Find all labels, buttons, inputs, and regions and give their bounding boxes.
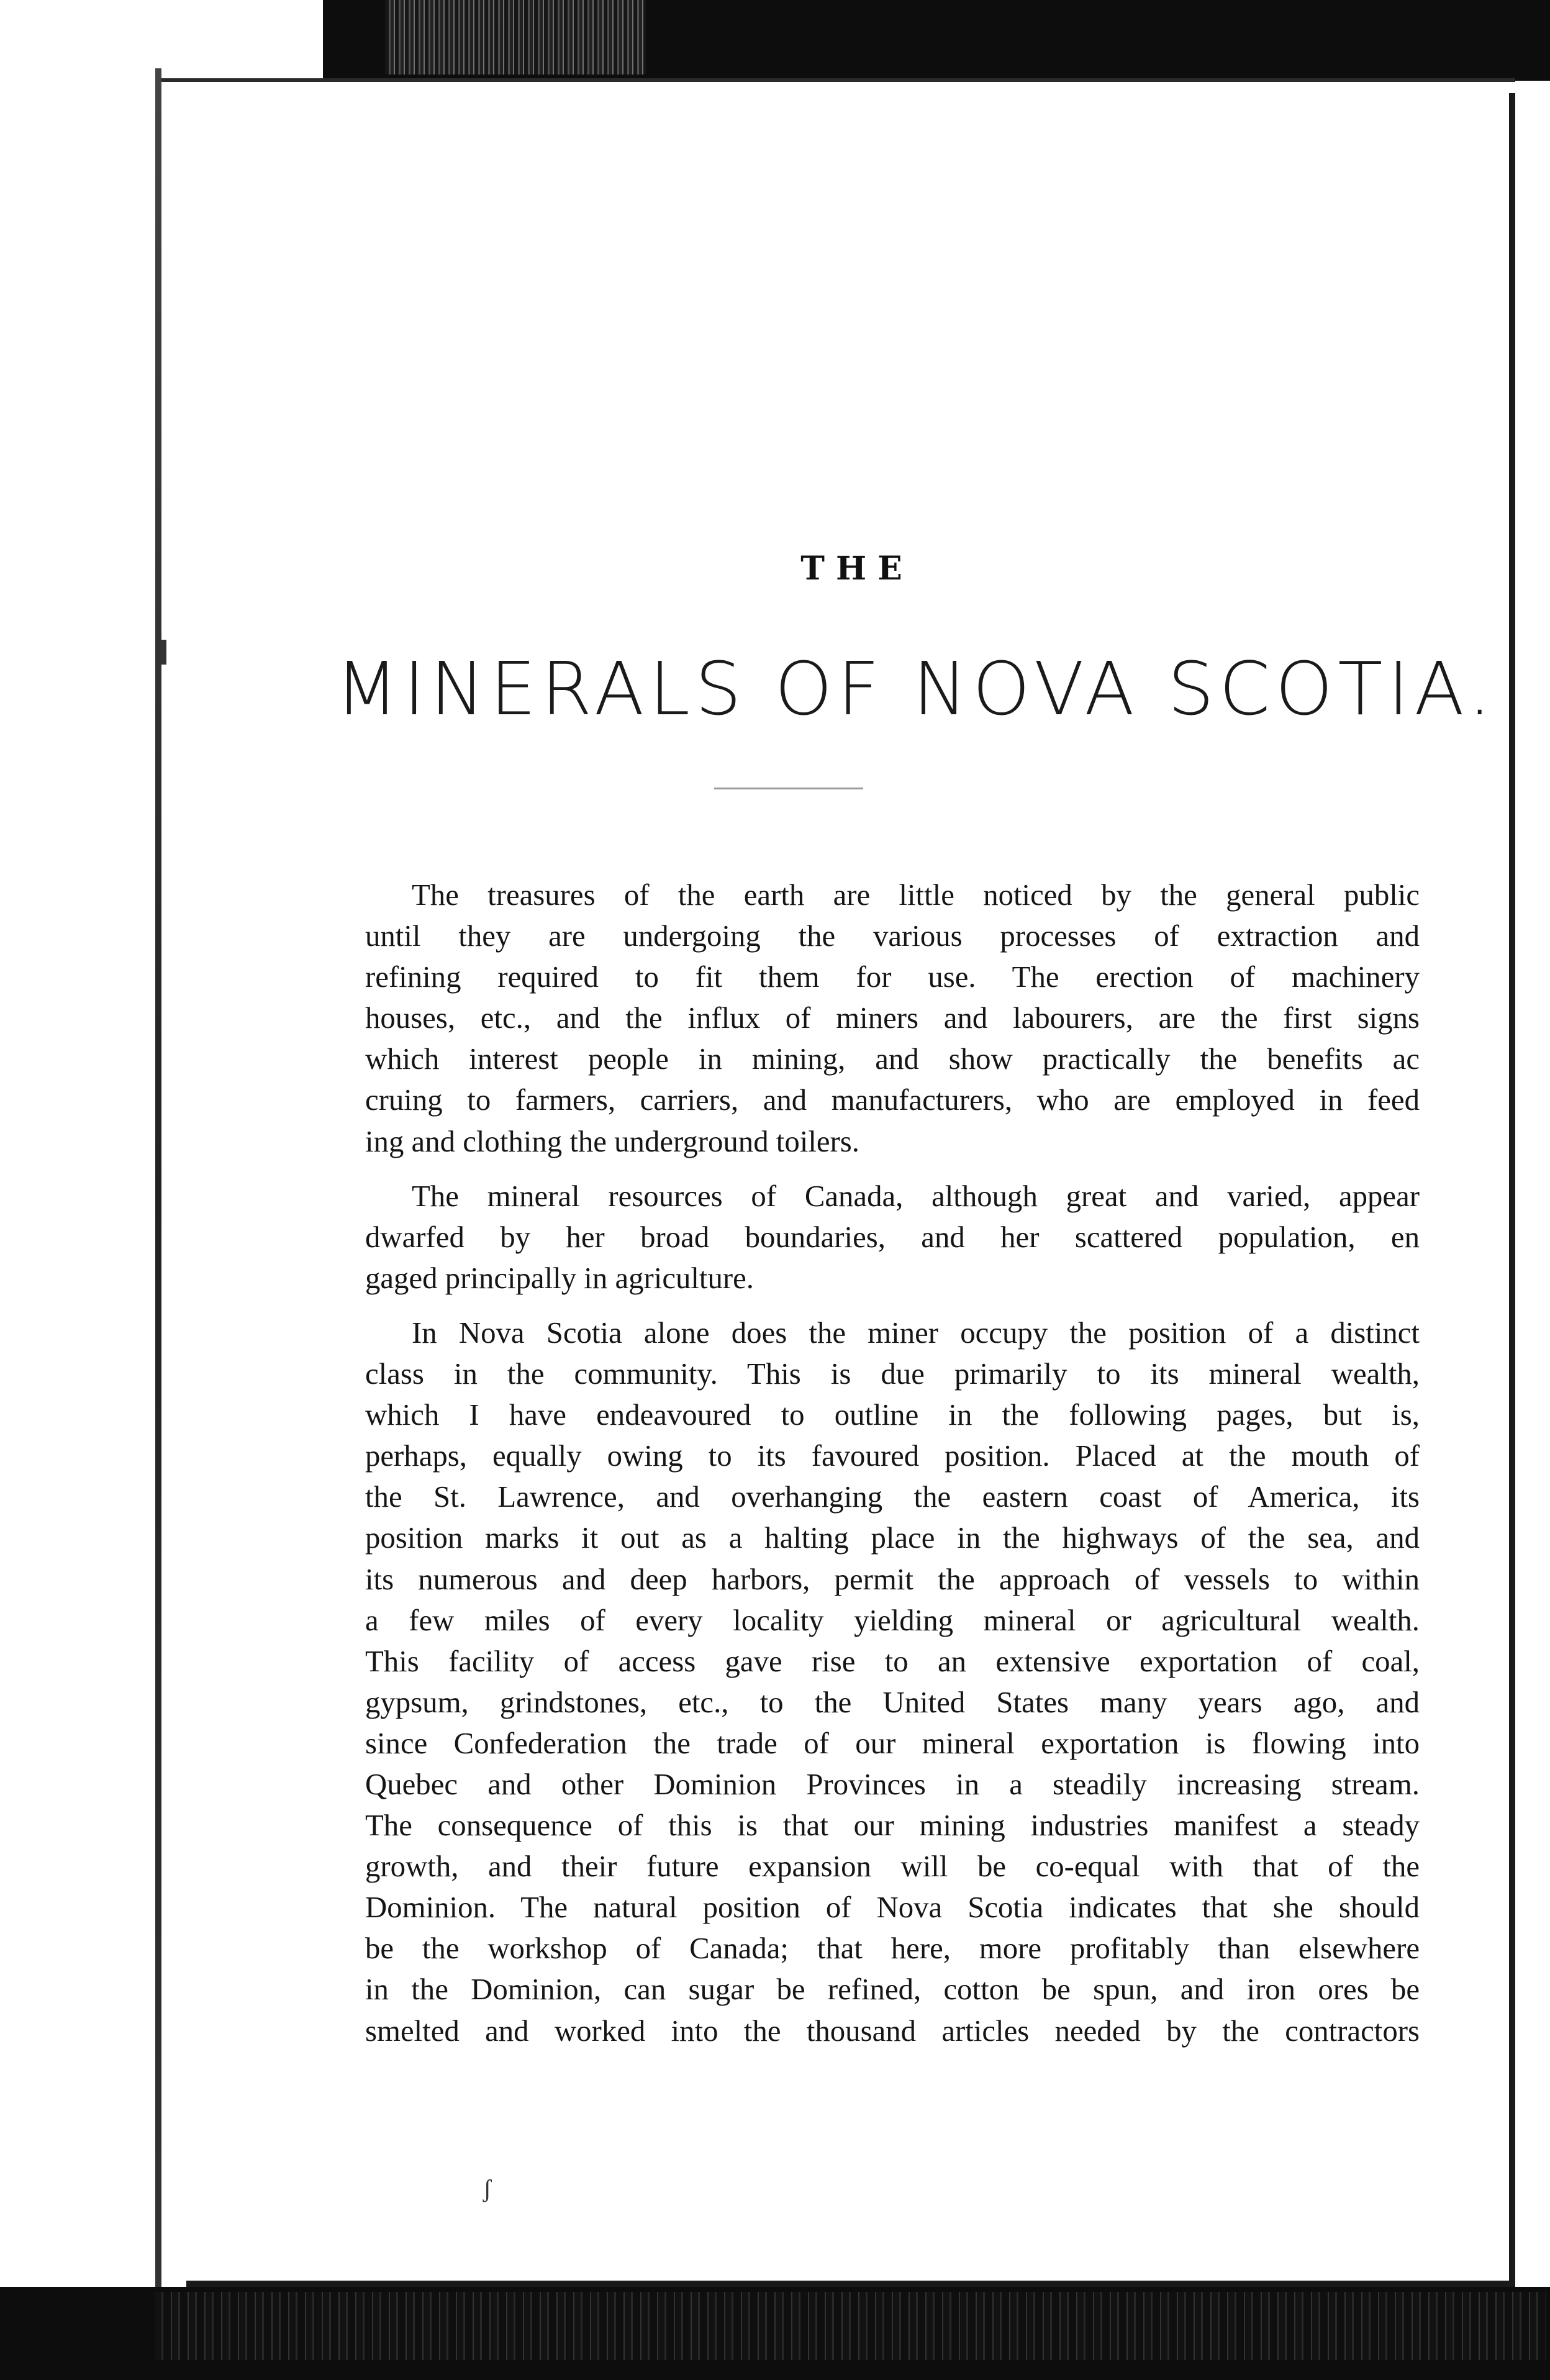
text-line: position marks it out as a halting place in the highways of the sea, and — [365, 1521, 1420, 1555]
text-line: ing and clothing the underground toilers. — [365, 1124, 859, 1158]
text-line: which I have endeavoured to outline in the following pages, but is, — [365, 1398, 1420, 1432]
text-line: until they are undergoing the various processes of extraction and — [365, 919, 1420, 953]
text-line: perhaps, equally owing to its favoured position. Placed at the mouth of — [365, 1439, 1420, 1473]
title-rule — [714, 788, 863, 789]
text-line: cruing to farmers, carriers, and manufacturers, who are employed in feed — [365, 1083, 1420, 1117]
body-text — [365, 874, 1420, 2065]
page-title: MINERALS OF NOVA SCOTIA. — [335, 646, 1497, 732]
scan-noise-top — [385, 0, 646, 75]
text-line: be the workshop of Canada; that here, more profitably than elsewhere — [365, 1932, 1420, 1966]
page-edge-bottom — [186, 2281, 1515, 2287]
scan-noise-bottom — [155, 2292, 1546, 2360]
text-line: Dominion. The natural position of Nova Scotia indicates that she should — [365, 1891, 1420, 1925]
text-line: The mineral resources of Canada, although great and varied, appear — [412, 1179, 1420, 1213]
paragraph-3 — [365, 1312, 1420, 2051]
binding-edge — [155, 68, 161, 2304]
binding-mark — [161, 640, 166, 665]
paragraph-1 — [365, 874, 1420, 1162]
paragraph-2 — [365, 1176, 1420, 1299]
text-line: which interest people in mining, and show practically the benefits ac — [365, 1042, 1420, 1076]
text-line: gaged principally in agriculture. — [365, 1261, 754, 1295]
text-line: Quebec and other Dominion Provinces in a steadily increasing stream. — [365, 1767, 1420, 1801]
text-line: dwarfed by her broad boundaries, and her scattered population, en — [365, 1220, 1420, 1254]
text-line: since Confederation the trade of our mineral exportation is flowing into — [365, 1726, 1420, 1760]
page-edge-right — [1509, 93, 1515, 2292]
text-line: class in the community. This is due primarily to its mineral wealth, — [365, 1357, 1420, 1391]
text-line: a few miles of every locality yielding mineral or agricultural wealth. — [365, 1603, 1420, 1637]
text-line: the St. Lawrence, and overhanging the eastern coast of America, its — [365, 1480, 1420, 1514]
text-line: This facility of access gave rise to an extensive exportation of coal, — [365, 1644, 1420, 1678]
text-line: gypsum, grindstones, etc., to the United States many years ago, and — [365, 1685, 1420, 1719]
text-line: in the Dominion, can sugar be refined, cotton be spun, and iron ores be — [365, 1973, 1420, 2007]
text-line: The treasures of the earth are little noticed by the general public — [412, 878, 1420, 912]
text-line: its numerous and deep harbors, permit the approach of vessels to within — [365, 1562, 1420, 1596]
text-line: In Nova Scotia alone does the miner occupy the position of a distinct — [412, 1315, 1420, 1350]
text-line: houses, etc., and the influx of miners and labourers, are the first signs — [365, 1001, 1420, 1035]
text-line: The consequence of this is that our mining industries manifest a steady — [365, 1809, 1420, 1843]
page-edge-top — [161, 78, 1515, 82]
heading-article: THE — [800, 550, 913, 588]
text-line: growth, and their future expansion will be co-equal with that of the — [365, 1850, 1420, 1884]
text-line: refining required to fit them for use. The erection of machinery — [365, 960, 1420, 994]
text-line: smelted and worked into the thousand articles needed by the contractors — [365, 2014, 1420, 2048]
folio-mark: ʃ — [483, 2174, 492, 2202]
